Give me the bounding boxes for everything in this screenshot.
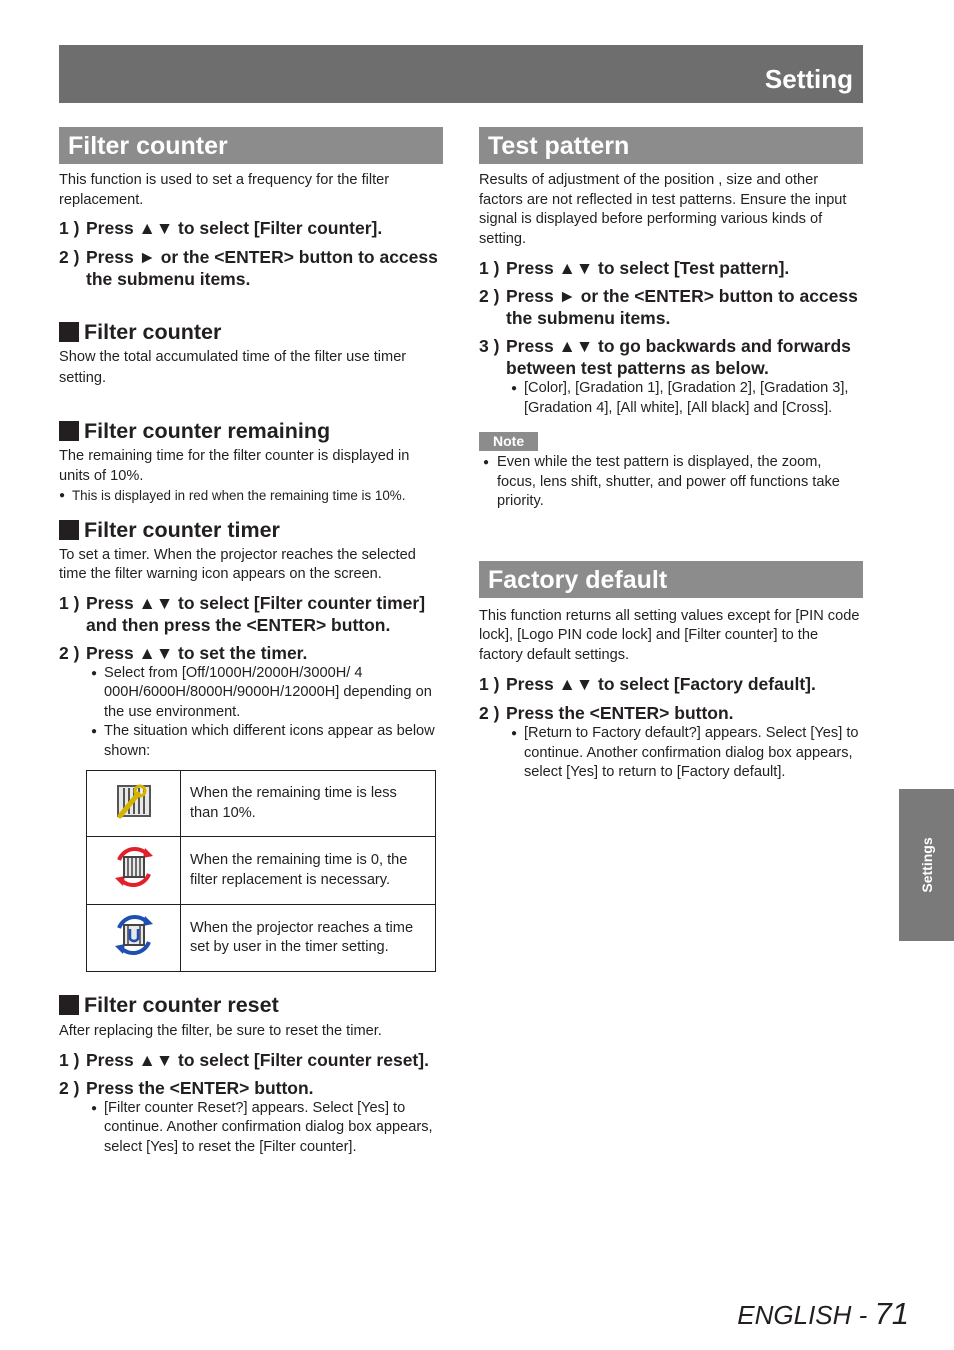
bullet-dot-icon: ● — [91, 1102, 98, 1114]
step-text: Press ▲▼ to go backwards and forwards between test patterns as below. — [506, 336, 851, 378]
square-bullet-icon — [59, 322, 79, 342]
square-bullet-icon — [59, 995, 79, 1015]
step-number: 3 ) — [479, 336, 500, 356]
table-cell-text: When the remaining time is 0, the filter replacement is necessary. — [181, 837, 436, 905]
bullet-dot-icon: ● — [91, 726, 98, 737]
filter-remaining-bullet — [59, 486, 443, 506]
filter-counter-step-1 — [59, 217, 443, 239]
filter-remaining-description: The remaining time for the filter counter is displayed in units of 10%. — [59, 448, 410, 484]
filter-timer-blue-icon — [111, 912, 157, 958]
bullet-dot-icon: ● — [59, 490, 66, 501]
test-pattern-step-2 — [479, 285, 863, 329]
step-text: Press ▲▼ to select [Filter counter timer] and then press the <ENTER> button. — [86, 592, 426, 635]
step-number: 1 ) — [59, 592, 80, 613]
step-text: Press ▲▼ to select [Filter counter]. — [86, 218, 383, 238]
subheading-filter-counter-timer — [59, 518, 443, 542]
table-cell-text: When the remaining time is less than 10%. — [181, 771, 436, 837]
bullet-text: Select from [Off/1000H/2000H/3000H/ 4 000H/6000H/8000H/9000H/12000H] depending on the use environment. — [104, 664, 432, 720]
note-label: Note — [479, 432, 538, 451]
header-bar — [59, 45, 863, 103]
step-text: Press ► or the <ENTER> button to access the submenu items. — [86, 247, 438, 289]
section-title-factory-default: Factory default — [479, 561, 863, 598]
step-text: Press ▲▼ to select [Factory default]. — [506, 674, 816, 694]
filter-counter-step-2 — [59, 246, 443, 290]
filter-timer-bullet-1 — [91, 664, 443, 723]
step-text: Press ▲▼ to set the timer. — [86, 642, 308, 663]
footer-page-number: 71 — [874, 1296, 909, 1331]
table-row — [87, 905, 436, 972]
bullet-dot-icon: ● — [91, 667, 98, 679]
filter-replace-red-icon — [111, 844, 157, 890]
side-tab-settings — [899, 789, 954, 941]
step-number: 2 ) — [479, 703, 500, 723]
header-title: Setting — [764, 64, 853, 94]
bullet-text: The situation which different icons appear as below shown: — [104, 723, 435, 759]
footer-language: ENGLISH - — [737, 1300, 875, 1330]
subheading-filter-counter-remaining — [59, 419, 443, 443]
table-cell-icon — [87, 837, 181, 905]
step-text: Press ▲▼ to select [Test pattern]. — [506, 258, 790, 278]
filter-reset-step-1 — [59, 1049, 443, 1071]
bullet-dot-icon: ● — [483, 457, 490, 468]
subheading-text: Filter counter timer — [84, 517, 280, 542]
filter-counter-description: Show the total accumulated time of the filter use timer setting. — [59, 349, 407, 386]
square-bullet-icon — [59, 421, 79, 441]
step-number: 2 ) — [479, 286, 500, 306]
step-text: Press ▲▼ to select [Filter counter reset]. — [86, 1049, 429, 1070]
step-text: Press the <ENTER> button. — [86, 1077, 314, 1098]
factory-default-bullet — [511, 724, 863, 783]
subheading-text: Filter counter — [84, 320, 222, 344]
table-cell-text: When the projector reaches a time set by user in the timer setting. — [181, 905, 436, 972]
filter-counter-intro: This function is used to set a frequency for the filter replacement. — [59, 172, 390, 208]
note-block — [479, 432, 863, 451]
step-number: 1 ) — [59, 1049, 80, 1070]
bullet-text: [Filter counter Reset?] appears. Select [Yes] to continue. Another confirmation dialog box appears, select [Yes] to reset the [Filter counter]. — [104, 1099, 433, 1155]
filter-timer-bullet-2 — [91, 722, 443, 761]
step-number: 1 ) — [59, 218, 80, 238]
section-title-filter-counter: Filter counter — [59, 127, 443, 164]
step-number: 2 ) — [59, 642, 80, 663]
test-pattern-step-1 — [479, 257, 863, 279]
filter-timer-step-1 — [59, 592, 443, 636]
square-bullet-icon — [59, 520, 79, 540]
subheading-filter-counter — [59, 320, 443, 344]
step-number: 2 ) — [59, 1077, 80, 1098]
filter-icon-table — [86, 770, 436, 972]
factory-default-intro: This function returns all setting values except for [PIN code lock], [Logo PIN code lock] and [Filter counter] to the factory default settings. — [479, 607, 860, 663]
factory-default-step-2 — [479, 702, 863, 724]
table-row — [87, 837, 436, 905]
bullet-text: [Color], [Gradation 1], [Gradation 2], [Gradation 3], [Gradation 4], [All white], [All black] and [Cross]. — [524, 380, 849, 416]
step-text: Press the <ENTER> button. — [506, 703, 734, 723]
side-tab-label: Settings — [918, 837, 935, 893]
test-pattern-bullet — [511, 379, 863, 418]
bullet-text: Even while the test pattern is displayed, the zoom, focus, lens shift, shutter, and power off functions take priority. — [497, 454, 840, 509]
filter-timer-description: To set a timer. When the projector reaches the selected time the filter warning icon appears on the screen. — [59, 546, 416, 582]
filter-wrench-icon — [112, 778, 156, 822]
step-number: 1 ) — [479, 258, 500, 278]
test-pattern-step-3 — [479, 335, 863, 379]
subheading-text: Filter counter remaining — [84, 419, 331, 443]
table-row — [87, 771, 436, 837]
test-pattern-intro: Results of adjustment of the position , size and other factors are not reflected in test patterns. Ensure the input signal is displayed before performing various kinds of setting. — [479, 172, 847, 247]
left-column — [59, 127, 443, 1157]
note-bullet — [483, 453, 863, 512]
filter-timer-step-2 — [59, 642, 443, 664]
factory-default-step-1 — [479, 673, 863, 695]
filter-reset-step-2 — [59, 1077, 443, 1099]
bullet-dot-icon: ● — [511, 728, 518, 739]
bullet-text: [Return to Factory default?] appears. Select [Yes] to continue. Another confirmation dialog box appears, select [Yes] to return to [Factory default]. — [524, 725, 859, 780]
subheading-filter-counter-reset — [59, 993, 443, 1017]
filter-reset-bullet — [91, 1099, 443, 1158]
table-cell-icon — [87, 771, 181, 837]
table-cell-icon — [87, 905, 181, 972]
step-number: 2 ) — [59, 247, 80, 267]
section-title-test-pattern: Test pattern — [479, 127, 863, 164]
filter-reset-description: After replacing the filter, be sure to reset the timer. — [59, 1023, 382, 1039]
bullet-text: This is displayed in red when the remaining time is 10%. — [72, 488, 406, 503]
step-number: 1 ) — [479, 674, 500, 694]
bullet-dot-icon: ● — [511, 383, 518, 394]
subheading-text: Filter counter reset — [84, 993, 279, 1017]
page-number — [737, 1296, 909, 1332]
step-text: Press ► or the <ENTER> button to access the submenu items. — [506, 286, 858, 328]
right-column — [479, 127, 863, 783]
